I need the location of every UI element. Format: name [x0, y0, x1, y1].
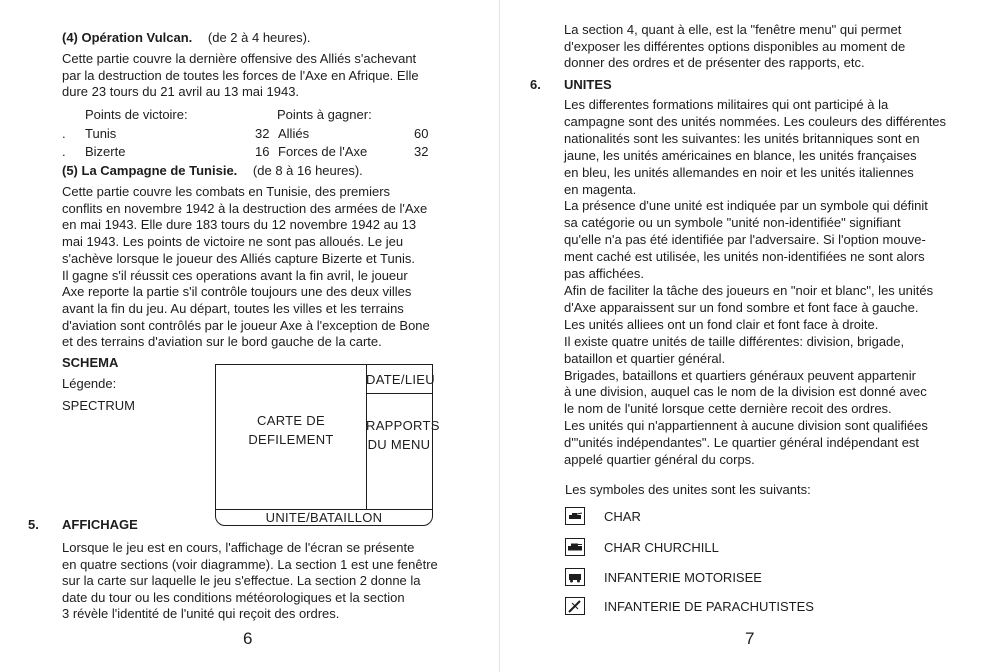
section-4-heading — [62, 30, 311, 47]
text-line: conflits en novembre 1942 à la destruction des armées de l'Axe — [62, 200, 428, 216]
section-5-body — [62, 184, 482, 351]
legend-value: SPECTRUM — [62, 398, 135, 413]
text-line: d'aviation sont contrôlés par le joueur Axe à l'exception de Bone — [62, 317, 430, 333]
table-header-row — [62, 107, 442, 125]
unites-title: UNITES — [564, 77, 612, 92]
text-line: jaune, les unités américaines en blance, les unités françaises — [564, 147, 917, 163]
text-line: Lorsque le jeu est en cours, l'affichage de l'écran se présente — [62, 540, 415, 555]
text-line: s'achève lorsque le joueur des Alliés capture Bizerte et Tunis. — [62, 250, 415, 266]
text-line: 3 révèle l'identité de l'unité qui reçoit des ordres. — [62, 606, 340, 621]
section-4-continued — [564, 22, 984, 72]
row-bullet: . — [62, 144, 66, 159]
legend-label: Légende: — [62, 376, 117, 391]
text-line: Les differentes formations militaires qui ont participé à la — [564, 97, 889, 112]
affichage-body — [62, 540, 482, 623]
page-number: 7 — [745, 629, 755, 648]
affichage-number: 5. — [28, 517, 39, 532]
text-line: mai 1943. Les points de victoire ne sont pas alloués. Le jeu — [62, 234, 404, 250]
row-side: Alliés — [278, 126, 310, 141]
text-line: Les unités qui n'appartiennent à aucune division sont qualifiées — [564, 418, 928, 434]
row-bullet: . — [62, 126, 66, 141]
diagram-map-line: DEFILEMENT — [248, 432, 334, 447]
text-line: bataillon et quartier général. — [564, 350, 726, 366]
text-line: par la destruction de toutes les forces de l'Axe en Afrique. Elle — [62, 67, 419, 83]
text-line: et des terrains d'aviation sur le bord gauche de la carte. — [62, 334, 382, 350]
row-gain: 60 — [414, 126, 429, 141]
text-line: en mai 1943. Elle dure 183 tours du 12 novembre 1942 au 13 — [62, 217, 417, 233]
text-line: sur la carte sur laquelle le jeu s'effectue. La section 2 donne la — [62, 573, 421, 588]
row-place: Bizerte — [85, 144, 126, 159]
section-5-title: (5) La Campagne de Tunisie. — [62, 163, 238, 178]
row-place: Tunis — [85, 126, 117, 141]
text-line: dure 23 tours du 21 avril au 13 mai 1943. — [62, 84, 300, 99]
symbol-label: CHAR — [604, 509, 641, 524]
text-line: en quatre sections (voir diagramme). La section 1 est une fenêtre — [62, 556, 438, 572]
symbols-intro: Les symboles des unites sont les suivants: — [565, 482, 811, 497]
text-line: Brigades, bataillons et quartiers généraux peuvent appartenir — [564, 367, 916, 383]
table-row — [62, 126, 442, 144]
diagram-divider-date — [366, 393, 432, 394]
symbol-label: CHAR CHURCHILL — [604, 540, 719, 555]
points-to-gain-header: Points à gagner: — [277, 107, 372, 122]
unites-body — [564, 97, 984, 469]
text-line: ment caché est utilisée, les unités non-identifiées ne sont alors — [564, 249, 925, 265]
row-points: 32 — [255, 126, 270, 141]
text-line: campagne sont des unités nommées. Les couleurs des différentes — [564, 113, 947, 129]
schema-title: SCHEMA — [62, 355, 119, 370]
section-4-duration: (de 2 à 4 heures). — [207, 30, 311, 45]
tank-icon — [565, 507, 585, 525]
text-line: avant la fin du jeu. Au départ, toutes les villes et les terrains — [62, 300, 404, 316]
text-line: à une division, auquel cas le nom de la division est donné avec — [564, 384, 927, 400]
diagram-map-section — [216, 412, 366, 448]
section-5-heading — [62, 163, 363, 180]
text-line: Cette partie couvre la dernière offensive des Alliés s'achevant — [62, 51, 417, 66]
text-line: en magenta. — [564, 181, 637, 197]
unites-number: 6. — [530, 77, 541, 92]
diagram-unit-section: UNITE/BATAILLON — [265, 510, 383, 525]
text-line: Afin de faciliter la tâche des joueurs en "noir et blanc", les unités — [564, 282, 934, 298]
section-4-body — [62, 51, 482, 101]
victory-points-table — [62, 107, 442, 162]
victory-points-header: Points de victoire: — [85, 107, 188, 122]
section-4-title: (4) Opération Vulcan. — [62, 30, 193, 45]
row-gain: 32 — [414, 144, 429, 159]
motorised-infantry-icon — [565, 568, 585, 586]
text-line: en bleu, les unités allemandes en noir et les unités italiennes — [564, 164, 914, 180]
text-line: date du tour ou les conditions météorologiques et la section — [62, 589, 405, 605]
symbol-label: INFANTERIE MOTORISEE — [604, 570, 762, 585]
section-5-duration: (de 8 à 16 heures). — [252, 163, 363, 178]
text-line: d'"unités indépendantes". Le quartier général indépendant est — [564, 435, 920, 451]
screen-layout-diagram — [215, 364, 440, 526]
diagram-reports-line: DU MENU — [367, 437, 431, 452]
affichage-title: AFFICHAGE — [62, 517, 138, 532]
text-line: La section 4, quant à elle, est la "fenêtre menu" qui permet — [564, 22, 902, 37]
text-line: le nom de l'unité lorsque cette dernière recoit des ordres. — [564, 401, 892, 417]
text-line: d'exposer les différentes options disponibles au moment de — [564, 38, 906, 54]
text-line: La présence d'une unité est indiquée par un symbole qui définit — [564, 198, 928, 214]
text-line: Il existe quatre unités de taille différentes: division, brigade, — [564, 333, 905, 349]
text-line: Cette partie couvre les combats en Tunisie, des premiers — [62, 184, 391, 199]
row-points: 16 — [255, 144, 270, 159]
text-line: nationalités sont les suivantes: les unités britanniques sont en — [564, 130, 920, 146]
text-line: qu'elle n'a pas été identifiée par l'adversaire. Si l'option mouve- — [564, 232, 926, 248]
text-line: donner des ordres et de présenter des rapports, etc. — [564, 55, 865, 70]
diagram-reports-section — [366, 417, 440, 453]
parachute-infantry-icon — [565, 597, 585, 615]
table-row — [62, 144, 442, 162]
row-side: Forces de l'Axe — [278, 144, 368, 159]
text-line: Axe reporte la partie s'il contrôle toujours une des deux villes — [62, 284, 412, 300]
diagram-map-line: CARTE DE — [257, 413, 325, 428]
diagram-reports-line: RAPPORTS — [366, 418, 440, 433]
text-line: d'Axe apparaissent sur un fond sombre et font face à gauche. — [564, 299, 919, 315]
text-line: pas affichées. — [564, 266, 644, 282]
churchill-tank-icon — [565, 538, 585, 556]
symbol-label: INFANTERIE DE PARACHUTISTES — [604, 599, 814, 614]
text-line: sa catégorie ou un symbole "unité non-identifiée" signifiant — [564, 215, 901, 231]
text-line: appelé quartier général du corps. — [564, 452, 755, 468]
diagram-date-section: DATE/LIEU — [366, 372, 435, 387]
text-line: Il gagne s'il réussit ces operations avant la fin avril, le joueur — [62, 267, 408, 283]
text-line: Les unités alliees ont un fond clair et font face à droite. — [564, 316, 879, 332]
page-number: 6 — [243, 629, 253, 648]
